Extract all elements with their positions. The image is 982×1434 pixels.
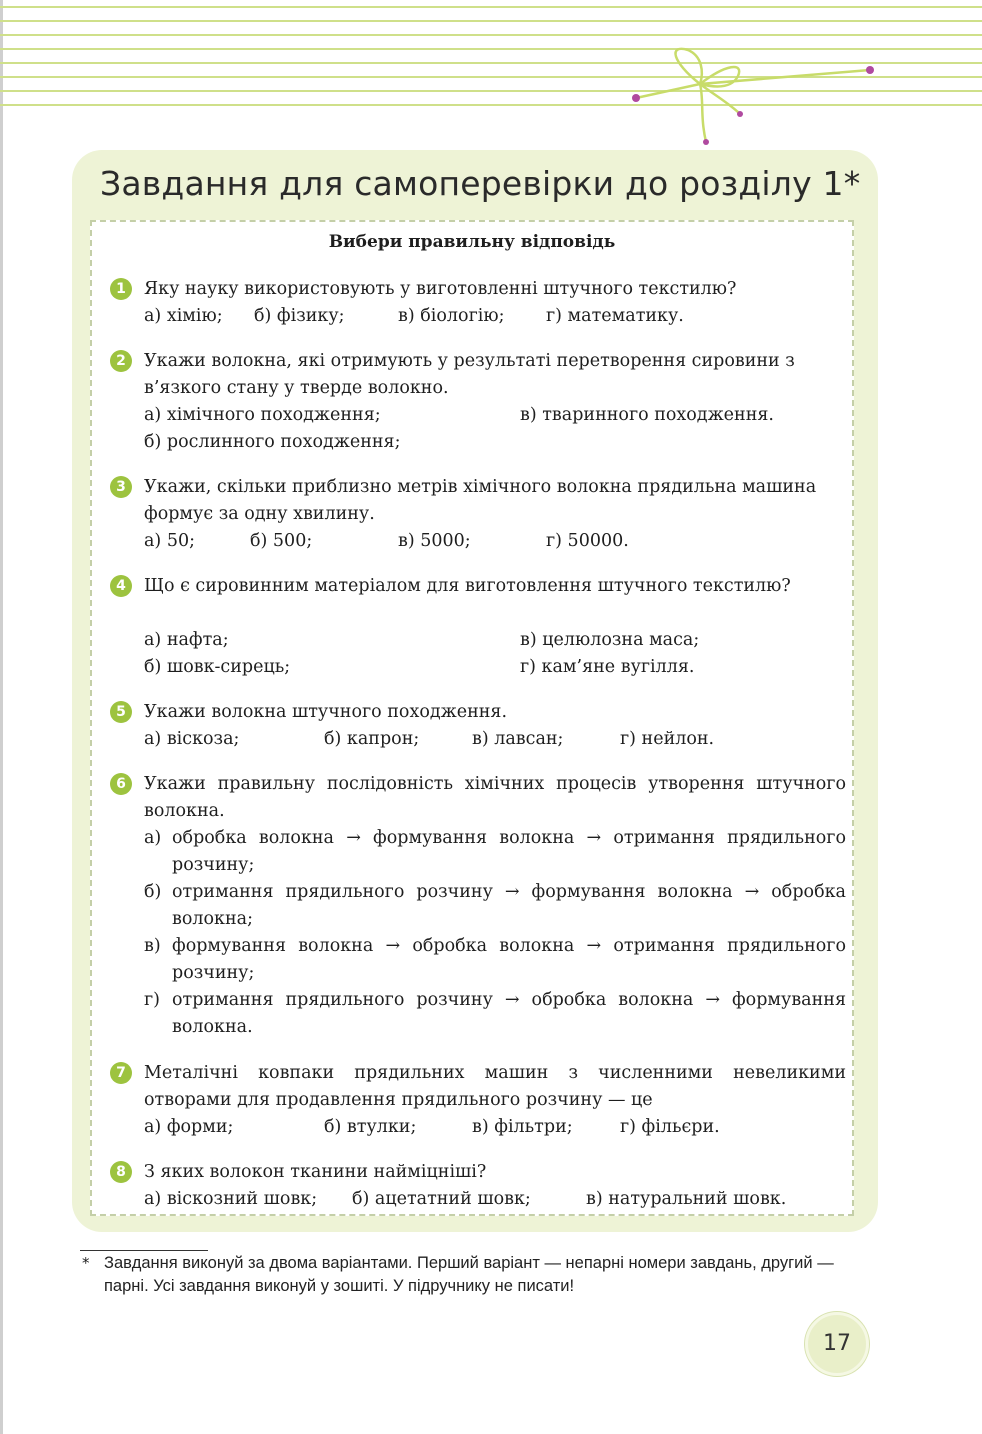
question-text: З яких волокон тканини найміцніші? [144, 1162, 487, 1182]
option-letter: г) [144, 990, 160, 1010]
questions-box [90, 220, 854, 1216]
option: б) 500; [250, 531, 313, 551]
option-text: отримання прядильного розчину → обробка волокна → формування волокна. [172, 990, 846, 1037]
option: б) втулки; [324, 1117, 417, 1137]
option: б) фізику; [254, 306, 345, 326]
option: в) 5000; [398, 531, 471, 551]
question-text: Укажи волокна штучного походження. [144, 702, 508, 722]
option: г) нейлон. [620, 729, 715, 749]
option: а) нафта; [144, 630, 229, 650]
question-text: Яку науку використовують у виготовленні штучного текстилю? [144, 279, 737, 299]
option: г) фільєри. [620, 1117, 720, 1137]
question-text: Укажи, скільки приблизно метрів хімічного волокна прядильна машина формує за одну хвилину. [144, 477, 817, 524]
option: а) хімічного походження; [144, 405, 381, 425]
option: б) ацетатний шовк; [352, 1189, 531, 1209]
option: г) кам’яне вугілля. [520, 657, 695, 677]
option: б) капрон; [324, 729, 420, 749]
option: в) целюлозна маса; [520, 630, 700, 650]
option: г) математику. [546, 306, 684, 326]
question-number: 3 [110, 476, 132, 498]
option: г) 50000. [546, 531, 629, 551]
question-text: Укажи волокна, які отримують у результаті перетворення сировини з в’язкого стану у тверде волокно. [144, 351, 795, 398]
question-text: Укажи правильну послідовність хімічних процесів утворення штучного волокна. [144, 774, 846, 821]
option: в) натуральний шовк. [586, 1189, 787, 1209]
option: в) тваринного походження. [520, 405, 774, 425]
question-number: 2 [110, 350, 132, 372]
option-text: отримання прядильного розчину → формування волокна → обробка волокна; [172, 882, 846, 929]
question-number: 6 [110, 773, 132, 795]
question-text: Металічні ковпаки прядильних машин з численними невеликими отворами для продавлення прядильного розчину — це [144, 1063, 846, 1110]
option: а) форми; [144, 1117, 234, 1137]
option: в) біологію; [398, 306, 505, 326]
option: б) рослинного походження; [144, 432, 401, 452]
option: в) лавсан; [472, 729, 564, 749]
question-number: 8 [110, 1161, 132, 1183]
option-text: обробка волокна → формування волокна → отримання прядильного розчину; [172, 828, 846, 875]
option: а) віскозний шовк; [144, 1189, 318, 1209]
option: б) шовк-сирець; [144, 657, 291, 677]
question-number: 1 [110, 278, 132, 300]
option-letter: а) [144, 828, 162, 848]
question-number: 4 [110, 575, 132, 597]
option: а) 50; [144, 531, 195, 551]
question-number: 7 [110, 1062, 132, 1084]
ribbon-decoration [0, 0, 982, 150]
option: в) фільтри; [472, 1117, 573, 1137]
page-number: 17 [805, 1312, 869, 1376]
footnote-rule [80, 1250, 208, 1251]
footnote-mark: * [82, 1254, 90, 1272]
footnote-text: Завдання виконуй за двома варіантами. Перший варіант — непарні номери завдань, другий — парні. Усі завдання виконуй у зошиті. У підручнику не писати! [104, 1254, 834, 1295]
self-check-panel [72, 150, 878, 1232]
option-letter: б) [144, 882, 162, 902]
instruction: Вибери правильну відповідь [328, 232, 616, 252]
option-text: формування волокна → обробка волокна → отримання прядильного розчину; [172, 936, 846, 983]
page-title: Завдання для самоперевірки до розділу 1* [100, 164, 861, 203]
page-edge [0, 0, 3, 1434]
option: а) віскоза; [144, 729, 240, 749]
question-text: Що є сировинним матеріалом для виготовлення штучного текстилю? [144, 576, 791, 596]
option-letter: в) [144, 936, 161, 956]
option: а) хімію; [144, 306, 223, 326]
question-number: 5 [110, 701, 132, 723]
